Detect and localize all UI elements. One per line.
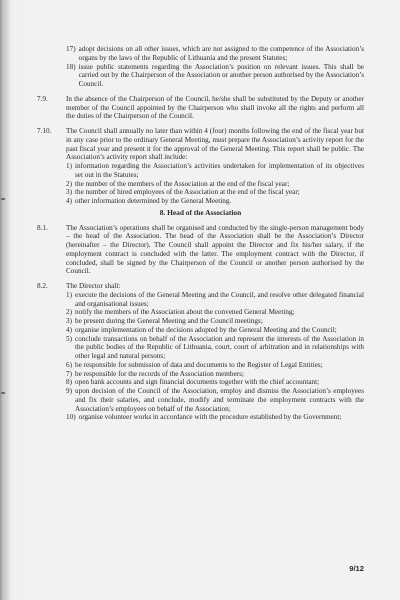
clause-number: 8.2. (37, 282, 48, 290)
clause-8-2 (37, 282, 364, 422)
page-number: 9/12 (349, 564, 364, 573)
continuation-list (66, 45, 364, 89)
list-marker: 2) (66, 308, 72, 317)
list-item (66, 378, 364, 387)
clause-number: 7.9. (37, 94, 48, 103)
list-marker: 8) (66, 378, 72, 387)
list-item-text: be present during the General Meeting and the Council meetings; (75, 317, 263, 325)
list-item (66, 413, 364, 422)
list-item-text: organise implementation of the decisions adopted by the General Meeting and the Council; (75, 325, 337, 334)
list-item (66, 180, 364, 189)
list-marker: 4) (66, 325, 72, 334)
list-item (66, 361, 364, 370)
list-marker: 6) (66, 360, 72, 369)
list-item-text: adopt decisions on all other issues, which are not assigned to the competence of the Association’s organs by the laws of the Republic of Lithuania and the present Statutes; (78, 45, 364, 62)
clause-number: 7.10. (37, 127, 52, 135)
list-item-text: be responsible for submission of data and documents to the Register of Legal Entities; (75, 360, 323, 369)
list-marker: 4) (66, 197, 72, 205)
list-marker: 18) (66, 62, 76, 71)
list-item (66, 162, 364, 180)
list-item-text: other information determined by the General Meeting. (75, 197, 232, 205)
list-item-text: conclude transactions on behalf of the Association and represent the interests of the Association in the public bodies of the Republic of Lithuania, court, court of arbitration and in relationships with other legal and natural persons; (75, 334, 364, 360)
list-item-text: upon decision of the Council of the Association, employ and dismiss the Association’s employees and fix their salaries, and conclude, modify and terminate the employment contracts with the Association’s employees on behalf of the Association; (75, 387, 364, 413)
list-item-text: notify the members of the Association about the convened General Meeting; (75, 308, 295, 317)
list-marker: 17) (66, 45, 76, 53)
list-marker: 1) (66, 162, 72, 170)
list-marker: 2) (66, 179, 72, 188)
list-item (66, 188, 364, 197)
list-item (66, 317, 364, 326)
list-marker: 7) (66, 369, 72, 378)
list-item-text: the number of hired employees of the Association at the end of the fiscal year; (75, 188, 300, 197)
list-item (66, 335, 364, 361)
list-item (66, 370, 364, 379)
list-marker: 3) (66, 317, 72, 325)
list-item-text: execute the decisions of the General Meeting and the Council, and resolve other delegated financial and organisational issues; (75, 290, 364, 308)
list-item-text: information regarding the Association’s activities undertaken for implementation of its objectives set out in the Statutes; (75, 162, 364, 179)
clause-text: The Association’s operations shall be organised and conducted by the single-person management body – the head of the Association. The head of the Association shall be the Association’s Director (hereinafter – the Director). The Council shall appoint the Director and fix his/her salary, if the employment contract is concluded with the latter. The employment contract with the Director, if concluded, shall be signed by the Chairperson of the Council or another person authorised by the Council. (66, 223, 364, 276)
clause-list (66, 162, 364, 206)
list-item (66, 63, 364, 89)
clause-list (66, 291, 364, 422)
list-item (66, 291, 364, 309)
list-marker: 10) (66, 413, 76, 422)
clause-7-10 (37, 127, 364, 206)
clause-text: In the absence of the Chairperson of the Council, he/she shall be substituted by the Deputy or another member of the Council appointed by the Chairperson who shall invoke all the rights and perform all the duties of the Chairperson of the Council. (66, 94, 364, 121)
binding-staple (1, 392, 5, 394)
list-item-text: open bank accounts and sign financial documents together with the chief accountant; (75, 378, 320, 387)
list-item-text: be responsible for the records of the Association members; (75, 369, 244, 378)
binding-staple (1, 198, 5, 200)
clause-7-9 (37, 95, 364, 121)
document-body (37, 45, 364, 422)
list-marker: 1) (66, 290, 72, 299)
clause-text: The Director shall: (66, 282, 121, 290)
clause-number: 8.1. (37, 223, 48, 232)
clause-text: The Council shall annually no later than within 4 (four) months following the end of the fiscal year but in any case prior to the ordinary General Meeting, must prepare the Association’s activity report for the past fiscal year and present it for the approval of the General Meeting. This report shall be public. The Association’s activity report shall include: (66, 127, 364, 162)
list-item (66, 197, 364, 206)
list-item (66, 308, 364, 317)
clause-8-1 (37, 224, 364, 277)
list-item-text: the number of the members of the Association at the end of the fiscal year; (75, 179, 290, 188)
list-item (66, 326, 364, 335)
list-item (66, 45, 364, 63)
list-item (66, 387, 364, 413)
section-heading: 8. Head of the Association (159, 207, 242, 217)
list-marker: 9) (66, 387, 72, 395)
list-marker: 3) (66, 188, 72, 197)
list-marker: 5) (66, 334, 72, 343)
list-item-text: organise volunteer works in accordance with the procedure established by the Government; (78, 413, 342, 422)
list-item-text: issue public statements regarding the Association’s position on relevant issues. This shall be carried out by the Chairperson of the Association or another person authorised by the Association’s Council. (78, 62, 364, 88)
binding-edge (0, 0, 10, 600)
